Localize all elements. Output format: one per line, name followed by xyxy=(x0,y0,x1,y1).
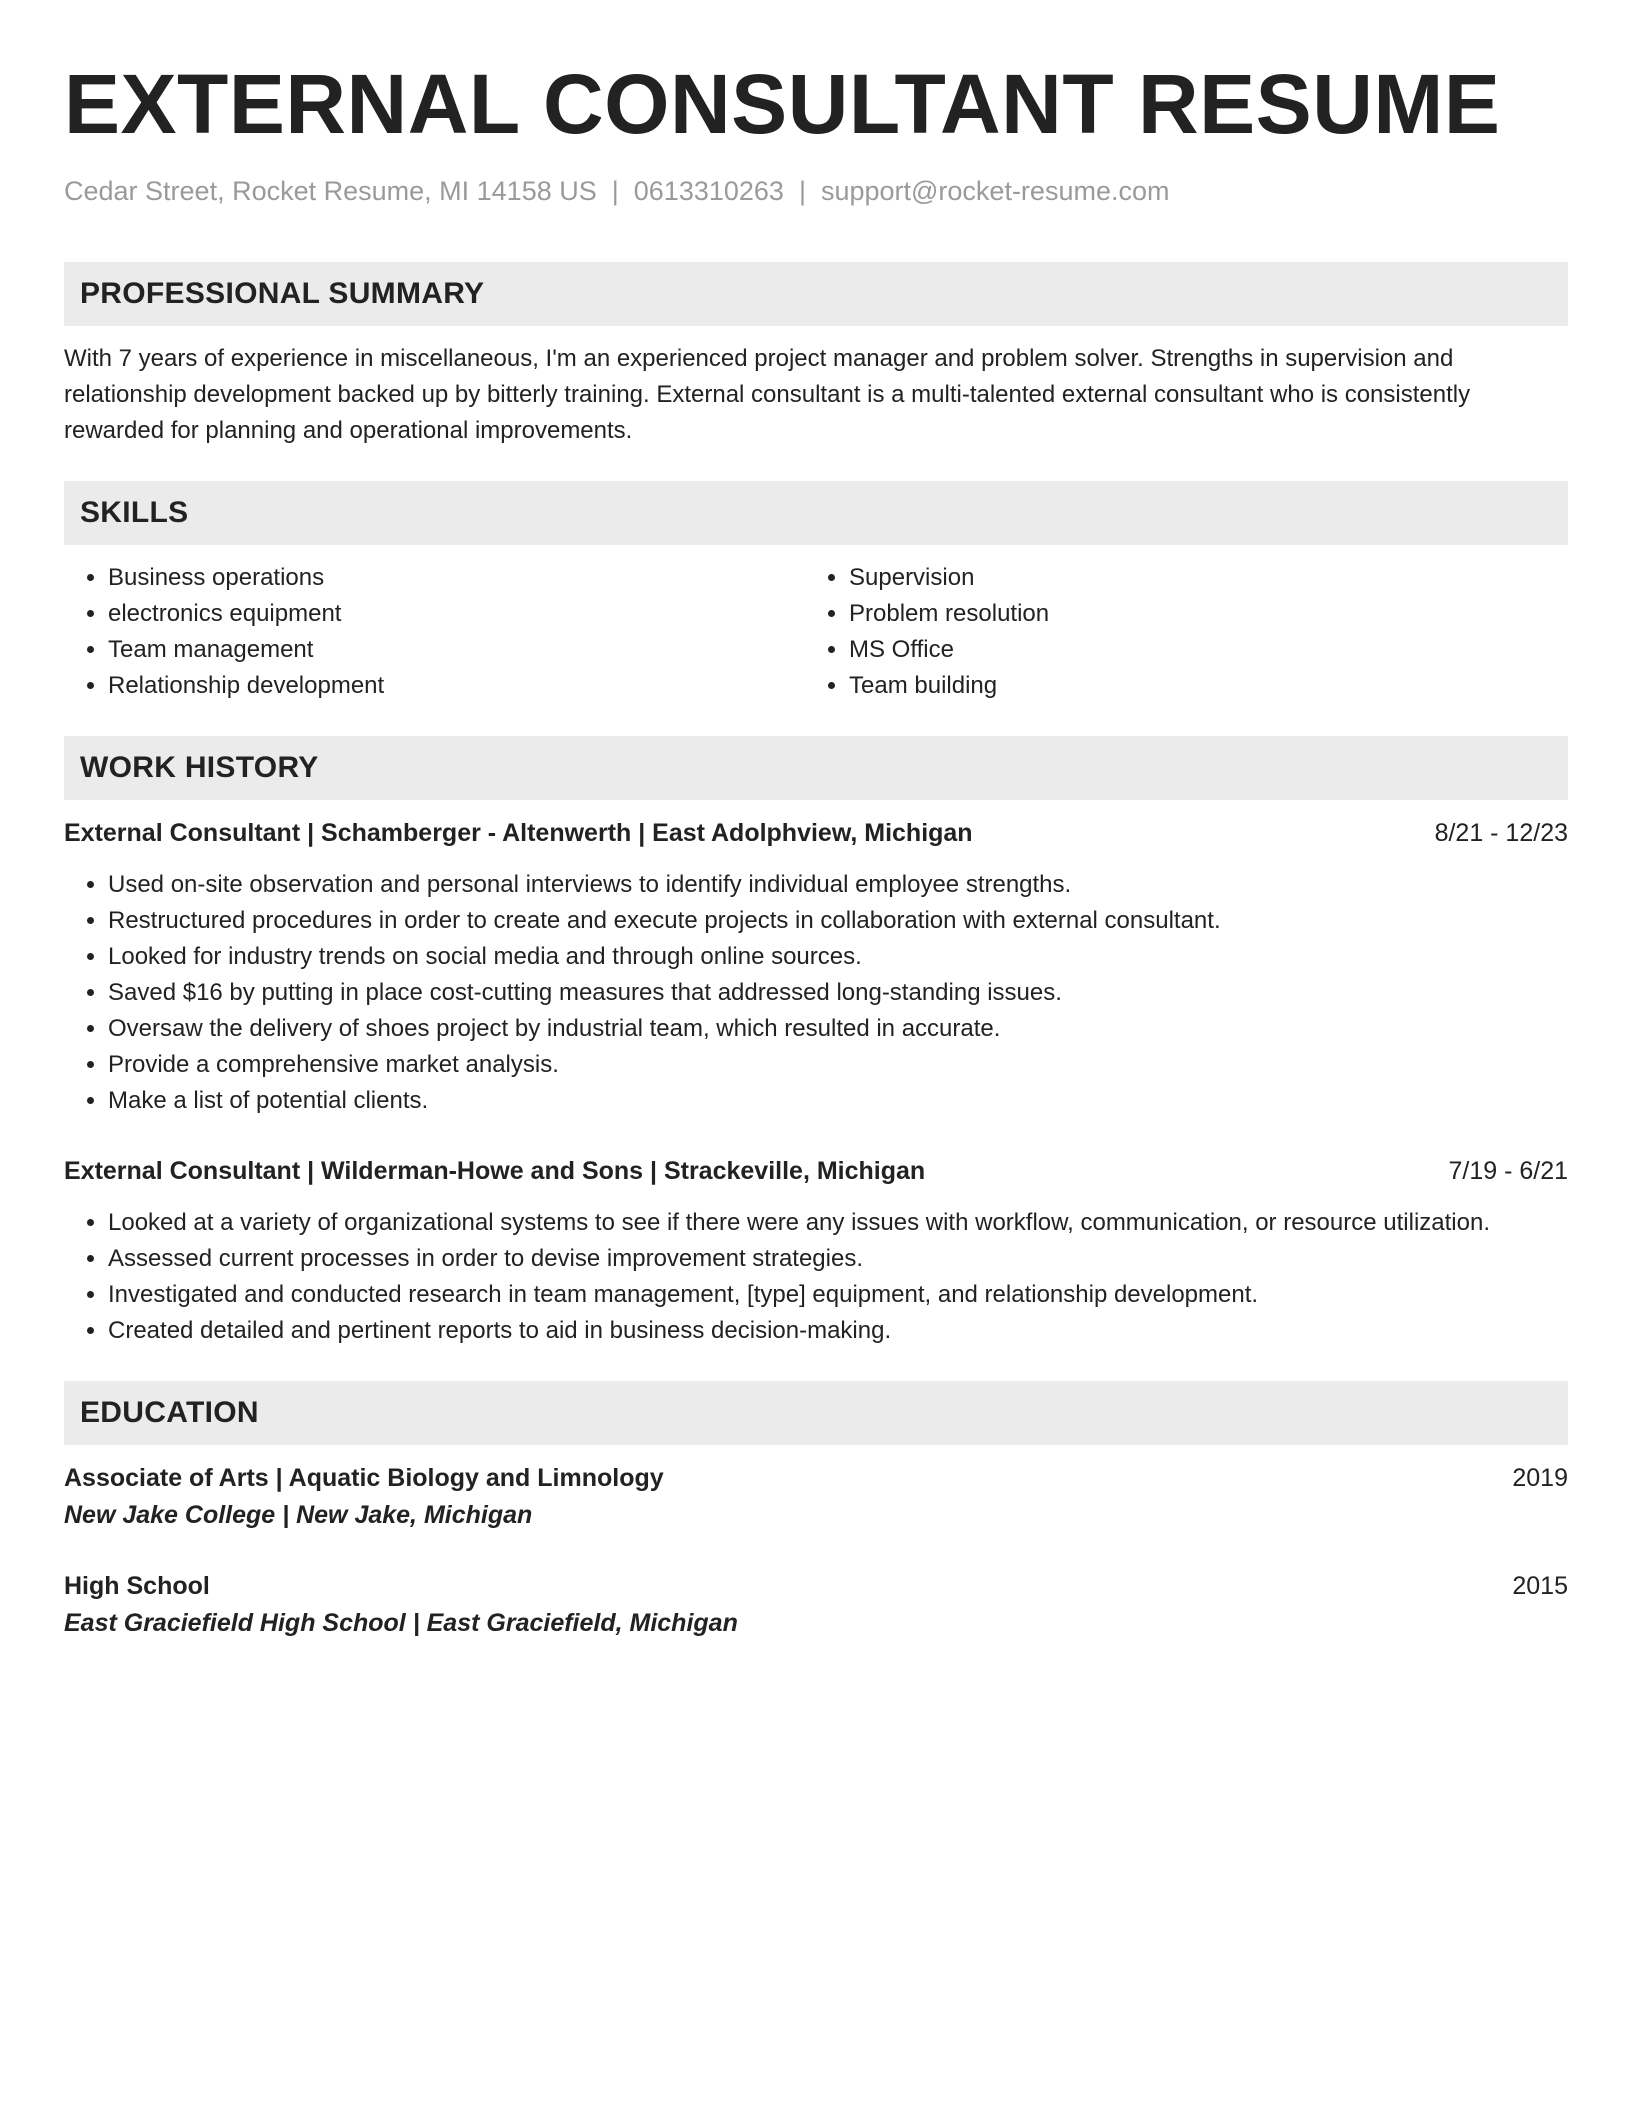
job-heading xyxy=(64,1153,1568,1189)
education-heading xyxy=(64,1568,1568,1604)
job-bullet: • Looked at a variety of organizational systems to see if there were any issues with workflow, communication, or resource utilization. xyxy=(108,1205,1568,1241)
skill-item: • MS Office xyxy=(849,632,1568,668)
job-bullet: • Provide a comprehensive market analysis. xyxy=(108,1047,1568,1083)
job-bullet: • Assessed current processes in order to devise improvement strategies. xyxy=(108,1241,1568,1277)
job-bullets xyxy=(64,867,1568,1119)
professional-summary-text: With 7 years of experience in miscellaneous, I'm an experienced project manager and problem solver. Strengths in supervision and relationship development backed up by bitterly training. External consultant is a multi-talented external consultant who is consistently rewarded for planning and operational improvements. xyxy=(64,345,1471,444)
job-bullet: • Looked for industry trends on social media and through online sources. xyxy=(108,939,1568,975)
education-heading xyxy=(64,1460,1568,1496)
job-bullet: • Used on-site observation and personal interviews to identify individual employee strengths. xyxy=(108,867,1568,903)
job-dates: 8/21 - 12/23 xyxy=(1434,819,1568,847)
contact-phone: 0613310263 xyxy=(633,176,784,206)
job-dates: 7/19 - 6/21 xyxy=(1448,1157,1568,1185)
education-degree: Associate of Arts | Aquatic Biology and Limnology xyxy=(64,1464,664,1492)
contact-line xyxy=(64,174,1568,208)
contact-address: Cedar Street, Rocket Resume, MI 14158 US xyxy=(64,176,597,206)
skills-column-right xyxy=(805,560,1568,704)
resume-title: EXTERNAL CONSULTANT RESUME xyxy=(64,57,1501,151)
education-year: 2019 xyxy=(1512,1464,1568,1492)
job-title: External Consultant | Wilderman-Howe and Sons | Strackeville, Michigan xyxy=(64,1157,926,1185)
section-header-skills: SKILLS xyxy=(64,481,1568,545)
education-degree: High School xyxy=(64,1572,210,1600)
job-bullet: • Created detailed and pertinent reports to aid in business decision-making. xyxy=(108,1313,1568,1349)
job-bullet: • Saved $16 by putting in place cost-cutting measures that addressed long-standing issues. xyxy=(108,975,1568,1011)
contact-separator: | xyxy=(611,176,619,206)
section-header-work-history: WORK HISTORY xyxy=(64,736,1568,800)
job-title: External Consultant | Schamberger - Altenwerth | East Adolphview, Michigan xyxy=(64,819,973,847)
skills-column-left xyxy=(64,560,805,704)
skill-item: • Problem resolution xyxy=(849,596,1568,632)
skill-item: • Team building xyxy=(849,668,1568,704)
education-school: East Graciefield High School | East Graciefield, Michigan xyxy=(64,1609,738,1637)
job-heading xyxy=(64,815,1568,851)
skill-item: • Relationship development xyxy=(108,668,805,704)
section-header-professional-summary: PROFESSIONAL SUMMARY xyxy=(64,262,1568,326)
job-bullet: • Investigated and conducted research in team management, [type] equipment, and relationship development. xyxy=(108,1277,1568,1313)
job-bullet: • Oversaw the delivery of shoes project by industrial team, which resulted in accurate. xyxy=(108,1011,1568,1047)
job-bullet: • Restructured procedures in order to create and execute projects in collaboration with external consultant. xyxy=(108,903,1568,939)
section-header-education: EDUCATION xyxy=(64,1381,1568,1445)
education-year: 2015 xyxy=(1512,1572,1568,1600)
skills-list xyxy=(64,560,1568,704)
skill-item: • Team management xyxy=(108,632,805,668)
contact-email: support@rocket-resume.com xyxy=(820,176,1170,206)
job-bullet: • Make a list of potential clients. xyxy=(108,1083,1568,1119)
job-bullets xyxy=(64,1205,1568,1349)
education-school: New Jake College | New Jake, Michigan xyxy=(64,1501,533,1529)
skill-item: • electronics equipment xyxy=(108,596,805,632)
skill-item: • Business operations xyxy=(108,560,805,596)
contact-separator: | xyxy=(798,176,806,206)
skill-item: • Supervision xyxy=(849,560,1568,596)
